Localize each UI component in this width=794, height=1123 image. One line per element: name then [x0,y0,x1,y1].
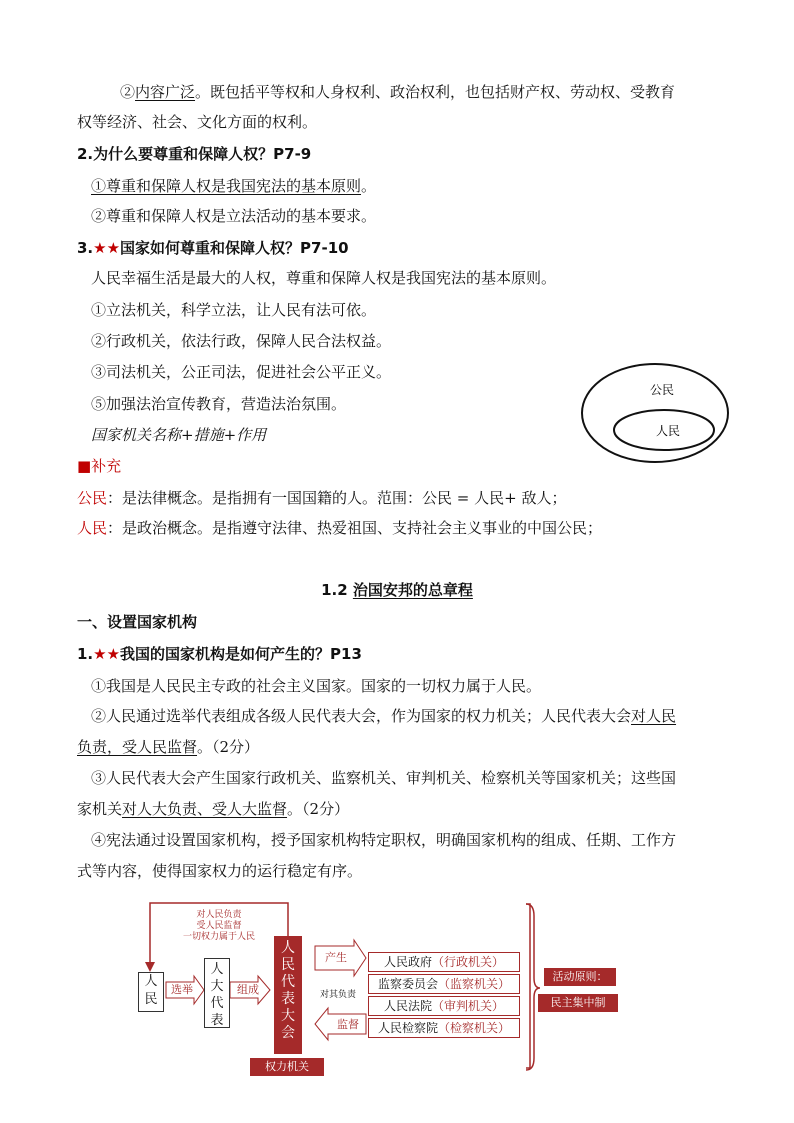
paragraph-content-broad-cont: 权等经济、社会、文化方面的权利。 [77,113,318,131]
star-icon: ★★ [93,239,121,257]
org-supervisory-commission: 监察委员会（监察机关） [368,974,520,994]
q1-para-2-cont: 负责，受人民监督。（2分） [77,738,260,756]
power-organ-label: 权力机关 [250,1058,324,1076]
question-2-title: 2.为什么要尊重和保障人权？P7-9 [77,145,312,163]
q3-item: ⑤加强法治宣传教育，营造法治氛围。 [91,395,347,413]
responsible-label: 对其负责 [319,990,356,1000]
q3-item: ③司法机关，公正司法，促进社会公平正义。 [91,363,392,381]
q1-para-3-cont: 家机关对人大负责、受人大监督。（2分） [77,800,350,818]
section-title: 1.2 治国安邦的总章程 [321,581,473,599]
npc-box: 人民代表大会 [274,936,302,1054]
state-organs-flow-diagram [138,898,638,1078]
feedback-note: 对人民负责 受人民监督 一切权力属于人民 [182,910,255,942]
org-government: 人民政府（行政机关） [368,952,520,972]
q1-para-4-cont: 式等内容，使得国家权力的运行稳定有序。 [77,862,363,880]
venn-inner-label: 人民 [655,424,681,438]
venn-outer-label: 公民 [649,383,675,397]
q1-para-2: ②人民通过选举代表组成各级人民代表大会，作为国家的权力机关；人民代表大会对人民 [91,707,677,725]
elect-label: 选举 [171,983,193,996]
q1-para-3: ③人民代表大会产生国家行政机关、监察机关、审判机关、检察机关等国家机关；这些国 [91,769,677,787]
principle-value: 民主集中制 [538,994,618,1012]
npc-deputies-box: 人大代表 [204,958,230,1028]
q3-note: 国家机关名称+措施+作用 [91,426,267,444]
q3-intro: 人民幸福生活是最大的人权，尊重和保障人权是我国宪法的基本原则。 [91,269,557,287]
compose-label: 组成 [237,983,259,996]
star-icon: ★★ [93,645,121,663]
produce-label: 产生 [325,951,347,964]
supplement-people: 人民：是政治概念。是指遵守法律、热爱祖国、支持社会主义事业的中国公民； [77,519,603,537]
supervise-label: 监督 [337,1018,359,1031]
q2-answer-1: ①尊重和保障人权是我国宪法的基本原则。 [91,177,377,195]
question-1-title: 1.★★我国的国家机构是如何产生的？P13 [77,645,362,663]
q1-para-1: ①我国是人民民主专政的社会主义国家。国家的一切权力属于人民。 [91,677,542,695]
citizen-people-diagram [580,362,730,464]
org-court: 人民法院（审判机关） [368,996,520,1016]
supplement-heading: ■补充 [77,457,122,475]
people-box: 人民 [138,972,164,1012]
q1-para-4: ④宪法通过设置国家机构，授予国家机构特定职权，明确国家机构的组成、任期、工作方 [91,831,677,849]
supplement-citizen: 公民：是法律概念。是指拥有一国国籍的人。范围：公民 = 人民+ 敌人； [77,489,567,507]
section-heading: 一、设置国家机构 [77,613,198,631]
question-3-title: 3.★★国家如何尊重和保障人权？P7-10 [77,239,349,257]
org-procuratorate: 人民检察院（检察机关） [368,1018,520,1038]
q2-answer-2: ②尊重和保障人权是立法活动的基本要求。 [91,207,377,225]
q3-item: ①立法机关，科学立法，让人民有法可依。 [91,301,377,319]
paragraph-content-broad: ②内容广泛。既包括平等权和人身权利、政治权利，也包括财产权、劳动权、受教育 [120,83,676,101]
q3-item: ②行政机关，依法行政，保障人民合法权益。 [91,332,392,350]
principle-label: 活动原则： [544,968,616,986]
